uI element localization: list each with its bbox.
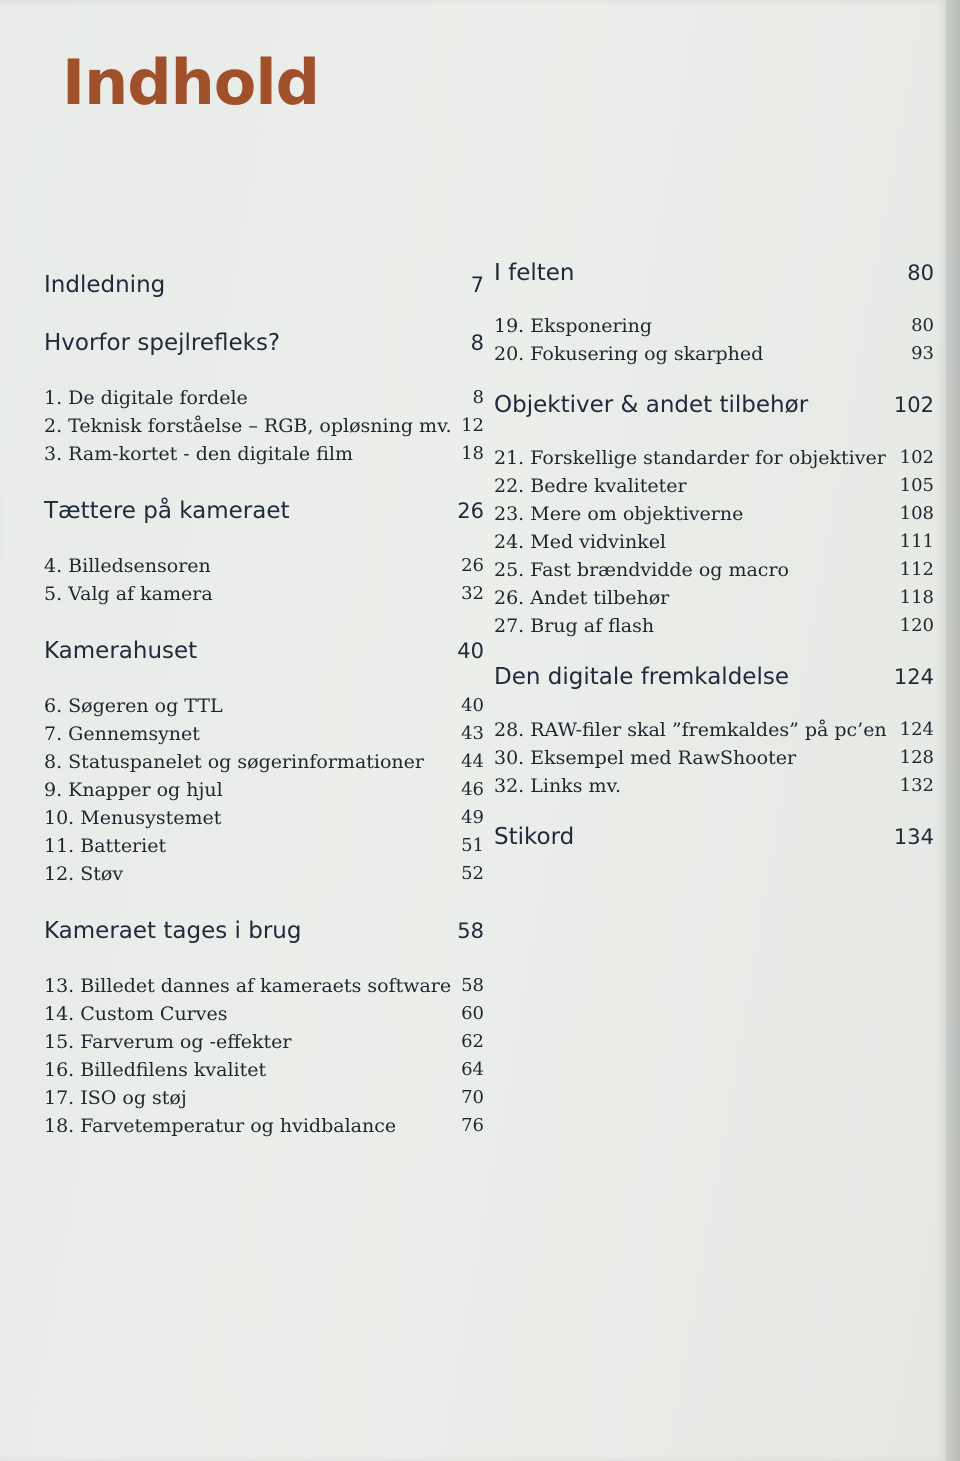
toc-section	[44, 636, 484, 666]
toc-entry-title: 12. Støv	[44, 863, 124, 885]
toc-entry-title: 4. Billedsensoren	[44, 555, 211, 577]
page-number: 108	[899, 503, 934, 524]
toc-entry	[44, 860, 484, 888]
page-number: 8	[470, 331, 484, 355]
page-number: 32	[461, 583, 484, 604]
page-number: 105	[899, 475, 934, 496]
page-number: 58	[461, 975, 484, 996]
toc-section	[494, 822, 934, 852]
page-number: 124	[899, 719, 934, 740]
page-number: 128	[899, 747, 934, 768]
page-number: 26	[461, 555, 484, 576]
toc-entry	[494, 612, 934, 640]
toc-entry	[44, 972, 484, 1000]
toc-entry	[494, 312, 934, 340]
page-number: 49	[461, 807, 484, 828]
toc-entry-title: 27. Brug af flash	[494, 615, 655, 637]
toc-entry	[44, 1056, 484, 1084]
page-number: 40	[461, 695, 484, 716]
toc-section-title: Hvorfor spejlrefleks?	[44, 330, 281, 356]
toc-entry-title: 2. Teknisk forståelse – RGB, opløsning mv.	[44, 415, 452, 437]
page-number: 44	[461, 751, 484, 772]
page-number: 52	[461, 863, 484, 884]
toc-entry	[494, 472, 934, 500]
toc-section	[494, 390, 934, 420]
toc-entry	[494, 528, 934, 556]
page-number: 102	[893, 393, 934, 417]
toc-entry-title: 21. Forskellige standarder for objektiver	[494, 447, 886, 469]
toc-entry-title: 7. Gennemsynet	[44, 723, 200, 745]
page-number: 93	[911, 343, 934, 364]
toc-section-title: Tættere på kameraet	[44, 498, 290, 524]
toc-entry	[44, 720, 484, 748]
toc-entry-title: 15. Farverum og -effekter	[44, 1031, 292, 1053]
page-number: 64	[461, 1059, 484, 1080]
toc-entry-title: 3. Ram-kortet - den digitale film	[44, 443, 353, 465]
toc-entry	[44, 832, 484, 860]
toc-entry	[494, 584, 934, 612]
toc-entry	[44, 440, 484, 468]
toc-section-title: Kamerahuset	[44, 638, 198, 664]
toc-section	[44, 270, 484, 300]
page-number: 118	[899, 587, 934, 608]
toc-entry-title: 30. Eksempel med RawShooter	[494, 747, 797, 769]
toc-entry-title: 23. Mere om objektiverne	[494, 503, 744, 525]
toc-entry	[44, 804, 484, 832]
page-number: 18	[461, 443, 484, 464]
page-number: 124	[893, 665, 934, 689]
toc-entry	[494, 772, 934, 800]
toc-entry-title: 32. Links mv.	[494, 775, 622, 797]
toc-entry-title: 1. De digitale fordele	[44, 387, 248, 409]
toc-entry	[44, 776, 484, 804]
toc-entry-title: 11. Batteriet	[44, 835, 167, 857]
toc-entry-title: 26. Andet tilbehør	[494, 587, 670, 609]
toc-entry-title: 18. Farvetemperatur og hvidbalance	[44, 1115, 397, 1137]
toc-section	[494, 662, 934, 692]
toc-entry-title: 24. Med vidvinkel	[494, 531, 667, 553]
toc-entry	[494, 444, 934, 472]
page-number: 40	[457, 639, 484, 663]
page-number: 80	[907, 261, 934, 285]
toc-entry	[44, 1112, 484, 1140]
toc-section-title: Den digitale fremkaldelse	[494, 664, 789, 690]
toc-entry-title: 10. Menusystemet	[44, 807, 222, 829]
page-number: 51	[461, 835, 484, 856]
toc-entry	[44, 580, 484, 608]
toc-entry-title: 16. Billedfilens kvalitet	[44, 1059, 267, 1081]
toc-section	[494, 258, 934, 288]
page-title: Indhold	[62, 46, 319, 119]
toc-entry-title: 14. Custom Curves	[44, 1003, 228, 1025]
toc-entry	[44, 412, 484, 440]
page-number: 134	[893, 825, 934, 849]
toc-entry	[44, 1028, 484, 1056]
toc-entry-title: 9. Knapper og hjul	[44, 779, 223, 801]
page-number: 76	[461, 1115, 484, 1136]
toc-entry-title: 25. Fast brændvidde og macro	[494, 559, 789, 581]
toc-entry	[44, 1000, 484, 1028]
toc-section-title: Objektiver & andet tilbehør	[494, 392, 809, 418]
page-number: 111	[899, 531, 934, 552]
page-number: 7	[470, 273, 484, 297]
toc-entry	[494, 556, 934, 584]
toc-entry-title: 8. Statuspanelet og søgerinformationer	[44, 751, 424, 773]
toc-entry	[494, 744, 934, 772]
toc-entry-title: 17. ISO og støj	[44, 1087, 187, 1109]
page-number: 26	[457, 499, 484, 523]
toc-entry	[494, 500, 934, 528]
toc-section-title: Stikord	[494, 824, 575, 850]
toc-entry-title: 20. Fokusering og skarphed	[494, 343, 764, 365]
page-number: 43	[461, 723, 484, 744]
page-number: 80	[911, 315, 934, 336]
toc-entry-title: 22. Bedre kvaliteter	[494, 475, 687, 497]
toc-section-title: I felten	[494, 260, 575, 286]
toc-entry	[44, 748, 484, 776]
page-edge	[946, 0, 960, 1461]
page-number: 120	[899, 615, 934, 636]
toc-section	[44, 916, 484, 946]
page-number: 112	[899, 559, 934, 580]
toc-entry-title: 19. Eksponering	[494, 315, 653, 337]
toc-entry	[44, 384, 484, 412]
page-number: 132	[899, 775, 934, 796]
page-number: 8	[472, 387, 484, 408]
toc-section	[44, 496, 484, 526]
toc-section	[44, 328, 484, 358]
toc-section-title: Kameraet tages i brug	[44, 918, 302, 944]
toc-entry	[494, 340, 934, 368]
page-number: 12	[461, 415, 484, 436]
toc-entry-title: 6. Søgeren og TTL	[44, 695, 223, 717]
page-number: 70	[461, 1087, 484, 1108]
page-number: 58	[457, 919, 484, 943]
page-number: 102	[899, 447, 934, 468]
page-number: 60	[461, 1003, 484, 1024]
toc-entry	[44, 692, 484, 720]
toc-entry	[44, 552, 484, 580]
page-number: 62	[461, 1031, 484, 1052]
toc-entry-title: 5. Valg af kamera	[44, 583, 213, 605]
toc-entry	[494, 716, 934, 744]
toc-entry-title: 13. Billedet dannes af kameraets software	[44, 975, 452, 997]
page-number: 46	[461, 779, 484, 800]
toc-entry-title: 28. RAW-filer skal ”fremkaldes” på pc’en	[494, 719, 887, 741]
toc-section-title: Indledning	[44, 272, 166, 298]
toc-entry	[44, 1084, 484, 1112]
